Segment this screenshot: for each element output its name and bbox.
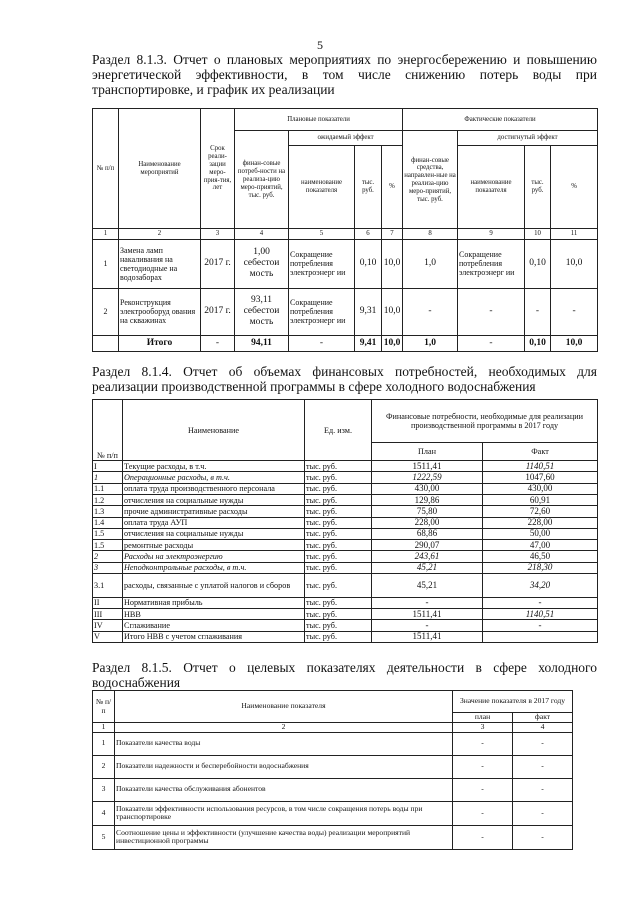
section-814-heading: Раздел 8.1.4. Отчет об объемах финансовых потребностей, необходимых для реализации производственной программы в сфере холодного водоснабжения	[92, 364, 597, 394]
row-num: II	[93, 597, 123, 608]
row-num: 2	[93, 755, 115, 778]
table-row	[93, 288, 598, 335]
row-rub-2: -	[525, 288, 551, 335]
row-name: отчисления на социальные нужды	[123, 528, 305, 539]
total-indicator-2: -	[458, 335, 525, 351]
table-row	[93, 609, 598, 620]
table-row	[93, 517, 598, 528]
row-plan: 45,21	[372, 562, 483, 573]
row-fact: 72,60	[483, 506, 598, 517]
row-name: ремонтные расходы	[123, 540, 305, 551]
row-plan: 430,00	[372, 483, 483, 494]
header-rub-2: тыс. руб.	[525, 145, 551, 229]
row-num: 1	[93, 239, 119, 288]
row-num: 1.4	[93, 517, 123, 528]
row-fact: 1140,51	[483, 609, 598, 620]
header-fin-spent: финан-совые средства, направлен-ные на реализа-цию меро-приятий, тыс. руб.	[403, 131, 458, 229]
row-name: Соотношение цены и эффективности (улучшение качества воды) реализации мероприятий инвестиционной программы	[115, 825, 453, 849]
row-num: 1	[93, 472, 123, 483]
row-plan: 1511,41	[372, 631, 483, 642]
header-plan: План	[372, 442, 483, 460]
header-expected: ожидаемый эффект	[289, 131, 403, 145]
row-name: оплата труда АУП	[123, 517, 305, 528]
header-name: Наименование	[123, 400, 305, 461]
table-row	[93, 562, 598, 573]
row-fact: -	[513, 825, 573, 849]
row-num: 3	[93, 778, 115, 801]
row-unit: тыс. руб.	[305, 540, 372, 551]
row-rub: 0,10	[355, 239, 382, 288]
row-unit: тыс. руб.	[305, 472, 372, 483]
header-name: Наименование мероприятий	[119, 109, 201, 229]
row-need: 93,11 себестои мость	[235, 288, 289, 335]
row-name: прочие административные расходы	[123, 506, 305, 517]
colnum: 3	[201, 229, 235, 239]
row-fact: -	[513, 801, 573, 825]
total-rub: 9,41	[355, 335, 382, 351]
row-pct: 10,0	[382, 239, 403, 288]
row-name: Неподконтрольные расходы, в т.ч.	[123, 562, 305, 573]
row-plan: -	[453, 732, 513, 755]
table-row	[93, 461, 598, 472]
row-plan: 75,80	[372, 506, 483, 517]
header-pct-2: %	[551, 145, 598, 229]
row-fact: 50,00	[483, 528, 598, 539]
row-plan: -	[453, 825, 513, 849]
row-num: III	[93, 609, 123, 620]
colnum: 1	[93, 229, 119, 239]
header-plan: план	[453, 713, 513, 723]
colnum: 7	[382, 229, 403, 239]
table-row	[93, 528, 598, 539]
row-fact: 34,20	[483, 573, 598, 597]
table-row	[93, 755, 573, 778]
row-num: 1	[93, 732, 115, 755]
header-fin: Финансовые потребности, необходимые для реализации производственной программы в 2017 году	[372, 400, 598, 443]
row-plan: -	[453, 755, 513, 778]
total-pct: 10,0	[382, 335, 403, 351]
header-num: № п/п	[93, 691, 115, 723]
row-fact: 430,00	[483, 483, 598, 494]
colnum: 6	[355, 229, 382, 239]
table-row	[93, 801, 573, 825]
header-pct: %	[382, 145, 403, 229]
row-spent: -	[403, 288, 458, 335]
row-indicator-2: Сокращение потребления электроэнерг ии	[458, 239, 525, 288]
header-fact: Факт	[483, 442, 598, 460]
target-indicators-table	[92, 690, 573, 850]
row-name: Показатели качества воды	[115, 732, 453, 755]
total-label: Итого	[119, 335, 201, 351]
row-name: Текущие расходы, в т.ч.	[123, 461, 305, 472]
row-unit: тыс. руб.	[305, 528, 372, 539]
colnum: 4	[513, 723, 573, 733]
row-num: I	[93, 461, 123, 472]
row-plan: 1511,41	[372, 461, 483, 472]
row-num: 1.5	[93, 528, 123, 539]
row-fact: 1140,51	[483, 461, 598, 472]
row-indicator: Сокращение потребления электроэнерг ии	[289, 239, 355, 288]
row-fact	[483, 631, 598, 642]
row-plan: 243,61	[372, 551, 483, 562]
row-fact: -	[483, 620, 598, 631]
row-fact: 46,50	[483, 551, 598, 562]
header-fin-need: финан-совые потреб-ности на реализа-цию меро-приятий, тыс. руб.	[235, 131, 289, 229]
colnum: 11	[551, 229, 598, 239]
row-num: 4	[93, 801, 115, 825]
page-number: 5	[317, 38, 323, 52]
row-name: Итого НВВ с учетом сглаживания	[123, 631, 305, 642]
row-fact: 60,91	[483, 494, 598, 505]
total-term: -	[201, 335, 235, 351]
table-row	[93, 483, 598, 494]
row-spent: 1,0	[403, 239, 458, 288]
row-plan: -	[372, 597, 483, 608]
header-term: Срок реали-зации меро-прия-тия, лет	[201, 109, 235, 229]
row-unit: тыс. руб.	[305, 562, 372, 573]
table-row	[93, 494, 598, 505]
row-unit: тыс. руб.	[305, 494, 372, 505]
header-unit: Ед. изм.	[305, 400, 372, 461]
row-unit: тыс. руб.	[305, 551, 372, 562]
row-fact: 1047,60	[483, 472, 598, 483]
row-num: 2	[93, 288, 119, 335]
colnum: 3	[453, 723, 513, 733]
row-plan: -	[372, 620, 483, 631]
row-plan: -	[453, 801, 513, 825]
header-num: № п/п	[93, 400, 123, 461]
section-813-heading: Раздел 8.1.3. Отчет о плановых мероприятиях по энергосбережению и повышению энергетической эффективности, в том числе снижению потерь воды при транспортировке, и график их реализации	[92, 52, 597, 97]
row-pct-2: -	[551, 288, 598, 335]
financial-needs-table	[92, 399, 598, 643]
table-row	[93, 597, 598, 608]
row-rub: 9,31	[355, 288, 382, 335]
row-fact: -	[513, 778, 573, 801]
table-row	[93, 732, 573, 755]
row-num: 3	[93, 562, 123, 573]
row-unit: тыс. руб.	[305, 620, 372, 631]
row-fact: 47,00	[483, 540, 598, 551]
row-name: Показатели эффективности использования ресурсов, в том числе сокращения потерь воды при транспортировке	[115, 801, 453, 825]
row-pct-2: 10,0	[551, 239, 598, 288]
colnum: 8	[403, 229, 458, 239]
row-num: 5	[93, 825, 115, 849]
total-indicator: -	[289, 335, 355, 351]
row-name: отчисления на социальные нужды	[123, 494, 305, 505]
table-row	[93, 540, 598, 551]
table-row	[93, 825, 573, 849]
row-indicator-2: -	[458, 288, 525, 335]
row-unit: тыс. руб.	[305, 517, 372, 528]
row-rub-2: 0,10	[525, 239, 551, 288]
header-num: № п/п	[93, 109, 119, 229]
row-term: 2017 г.	[201, 239, 235, 288]
row-num: V	[93, 631, 123, 642]
row-plan: 1511,41	[372, 609, 483, 620]
row-fact: -	[513, 755, 573, 778]
row-plan: 129,86	[372, 494, 483, 505]
row-num: 3.1	[93, 573, 123, 597]
header-ind-name: наименование показателя	[289, 145, 355, 229]
total-pct-2: 10,0	[551, 335, 598, 351]
row-name: Показатели качества обслуживания абонентов	[115, 778, 453, 801]
header-achieved: достигнутый эффект	[458, 131, 598, 145]
table-row	[93, 631, 598, 642]
table-row	[93, 239, 598, 288]
colnum: 10	[525, 229, 551, 239]
header-name: Наименование показателя	[115, 691, 453, 723]
energy-saving-table	[92, 108, 598, 352]
row-indicator: Сокращение потребления электроэнерг ии	[289, 288, 355, 335]
table-row	[93, 472, 598, 483]
colnum: 2	[119, 229, 201, 239]
row-name: оплата труда производственного персонала	[123, 483, 305, 494]
row-num: 1.1	[93, 483, 123, 494]
row-name: НВВ	[123, 609, 305, 620]
header-ind-name-2: наименование показателя	[458, 145, 525, 229]
header-rub: тыс. руб.	[355, 145, 382, 229]
row-unit: тыс. руб.	[305, 506, 372, 517]
table-row	[93, 506, 598, 517]
row-name: Показатели надежности и бесперебойности водоснабжения	[115, 755, 453, 778]
total-need: 94,11	[235, 335, 289, 351]
row-name: расходы, связанные с уплатой налогов и сборов	[123, 573, 305, 597]
table-row	[93, 620, 598, 631]
row-unit: тыс. руб.	[305, 597, 372, 608]
row-fact: -	[483, 597, 598, 608]
table-row	[93, 778, 573, 801]
row-plan: -	[453, 778, 513, 801]
row-name: Замена ламп накаливания на светодиодные на водозаборах	[119, 239, 201, 288]
table-row	[93, 573, 598, 597]
row-term: 2017 г.	[201, 288, 235, 335]
row-fact: -	[513, 732, 573, 755]
row-plan: 228,00	[372, 517, 483, 528]
row-num: IV	[93, 620, 123, 631]
row-unit: тыс. руб.	[305, 483, 372, 494]
section-815-heading: Раздел 8.1.5. Отчет о целевых показателях деятельности в сфере холодного водоснабжения	[92, 660, 597, 690]
total-row	[93, 335, 598, 351]
header-plan: Плановые показатели	[235, 109, 403, 131]
row-unit: тыс. руб.	[305, 573, 372, 597]
header-value: Значение показателя в 2017 году	[453, 691, 573, 713]
colnum: 9	[458, 229, 525, 239]
row-name: Нормативная прибыль	[123, 597, 305, 608]
colnum: 1	[93, 723, 115, 733]
total-rub-2: 0,10	[525, 335, 551, 351]
row-name: Реконструкция электрооборуд ования на скважинах	[119, 288, 201, 335]
row-name: Расходы на электроэнергию	[123, 551, 305, 562]
row-name: Сглаживание	[123, 620, 305, 631]
table-row	[93, 551, 598, 562]
row-unit: тыс. руб.	[305, 461, 372, 472]
row-name: Операционные расходы, в т.ч.	[123, 472, 305, 483]
colnum: 2	[115, 723, 453, 733]
row-num: 1.2	[93, 494, 123, 505]
row-fact: 218,30	[483, 562, 598, 573]
row-plan: 68,86	[372, 528, 483, 539]
header-fact: Фактические показатели	[403, 109, 598, 131]
row-need: 1,00 себестои мость	[235, 239, 289, 288]
colnum: 5	[289, 229, 355, 239]
row-num: 2	[93, 551, 123, 562]
row-plan: 45,21	[372, 573, 483, 597]
row-fact: 228,00	[483, 517, 598, 528]
row-unit: тыс. руб.	[305, 609, 372, 620]
colnum: 4	[235, 229, 289, 239]
row-num: 1.5	[93, 540, 123, 551]
row-plan: 290,07	[372, 540, 483, 551]
header-fact: факт	[513, 713, 573, 723]
total-spent: 1,0	[403, 335, 458, 351]
row-unit: тыс. руб.	[305, 631, 372, 642]
row-plan: 1222,59	[372, 472, 483, 483]
row-num: 1.3	[93, 506, 123, 517]
row-pct: 10,0	[382, 288, 403, 335]
